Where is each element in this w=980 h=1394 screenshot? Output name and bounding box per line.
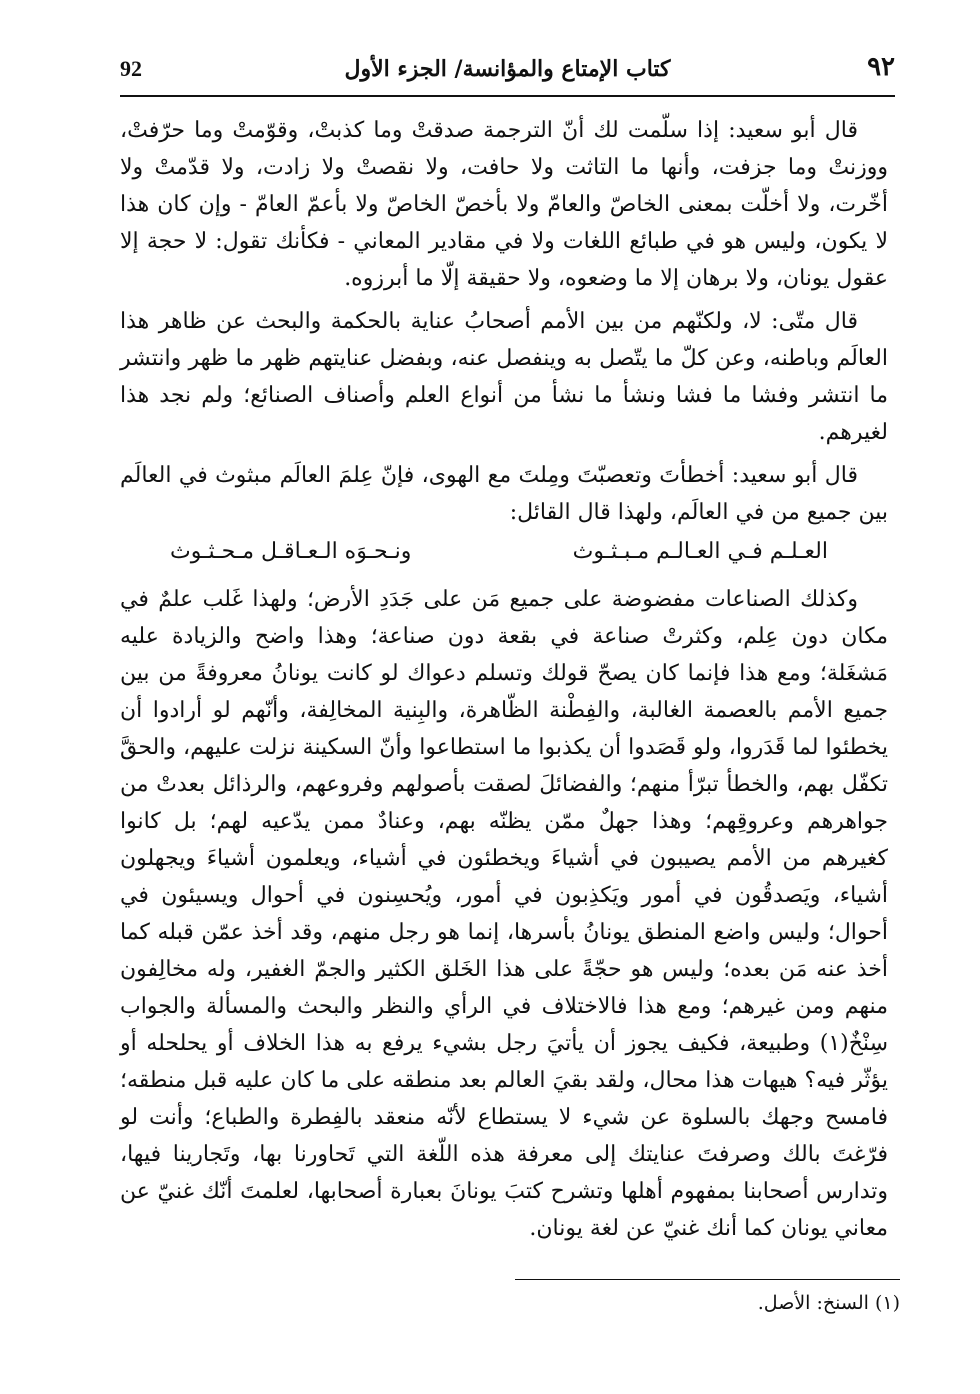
poetry-verse bbox=[120, 537, 888, 581]
page-number-arabic: ٩٢ bbox=[867, 52, 895, 82]
paragraph-abu-said-2: قال أبو سعيد: أخطأتَ وتعصبّتَ ومِلتَ مع الهوى، فإنّ عِلمَ العالَم مبثوث في العالَم بين جميع من في العالَم، ولهذا قال القائل: bbox=[120, 463, 888, 525]
paragraph-abu-said-1: قال أبو سعيد: إذا سلّمت لك أنّ الترجمة صدقتْ وما كذبتْ، وقوّمتْ وما حرّفتْ، ووزنتْ وما جزفت، وأنها ما التاثت ولا حافت، ولا نقصتْ ولا زادت، ولا قدّمتْ ولا أخّرت، ولا أخلّت بمعنى الخاصّ والعامّ ولا بأخصّ الخاصّ ولا بأعمّ العامّ - وإن كان هذا لا يكون، وليس هو في طبائع اللغات ولا في مقادير المعاني - فكأنك تقول: لا حجة إلا عقول يونان، ولا برهان إلا ما وضعوه، ولا حقيقة إلّا ما أبرزوه. bbox=[120, 118, 888, 291]
footnote-rule bbox=[515, 1279, 900, 1280]
page-number: 92 bbox=[120, 56, 142, 81]
verse-second-hemistich: ونـحـوَه الـعـاقـل مـحـثـوث bbox=[170, 539, 412, 564]
main-text bbox=[120, 112, 888, 1253]
paragraph-matta: قال متّى: لا، ولكنّهم من بين الأمم أصحابُ عناية بالحكمة والبحث عن ظاهر هذا العالَم وباطنه، وعن كلّ ما يتّصل به وينفصل عنه، وبفضل عنايتهم ظهر ما ظهر وانتشر ما انتشر وفشا ما فشا ونشأ ما نشأ من أنواع العلم وأصناف الصنائع؛ ولم نجد هذا لغيرهم. bbox=[120, 309, 888, 445]
page-header bbox=[120, 52, 895, 92]
header-rule bbox=[120, 95, 895, 97]
paragraph-main: وكذلك الصناعات مفضوضة على جميع مَن على جَدَدِ الأرض؛ ولهذا غَلب علمٌ في مكان دون عِلم، وكثرتْ صناعة في بقعة دون صناعة؛ وهذا واضح والزيادة عليه مَشغَلة؛ ومع هذا فإنما كان يصحّ قولك وتسلم دعواك لو كانت يونانُ معروفةً من بين جميع الأمم بالعصمة الغالبة، والفِطْنة الظّاهرة، والبِنية المخالِفة، وأنّهم لو أرادوا أن يخطئوا لما قَدَروا، ولو قَصَدوا أن يكذبوا ما استطاعوا وأنّ السكينة نزلت عليهم، والحقَّ تكفّل بهم، والخطأ تبرّأ منهم؛ والفضائلَ لصقت بأصولهم وفروعهم، والرذائل بعدتْ من جواهرهم وعروقِهم؛ وهذا جهلٌ ممّن يظنّه بهم، وعنادٌ ممن يدّعيه لهم؛ بل كانوا كغيرهم من الأمم يصيبون في أشياءَ ويخطئون في أشياء، ويعلمون أشياءَ ويجهلون أشياء، ويَصدقُون في أمور ويَكذِبون في أمور، ويُحسِنون في أحوال ويسيئون في أحوال؛ وليس واضع المنطق يونانُ بأسرها، إنما هو رجل منهم، وقد أخذ عمّن قبله كما أخذ عنه مَن بعده؛ وليس هو حجّةً على هذا الخَلق الكثير والجمّ الغفير، وله مخالِفون منهم ومن غيرهم؛ ومع هذا فالاختلاف في الرأي والنظر والبحث والمسألة والجواب سِنْخٌ(١) وطبيعة، فكيف يجوز أن يأتيَ رجل بشيء يرفع به هذا الخلاف أو يحلحله أو يؤثّر فيه؟ هيهات هذا محال، ولقد بقيَ العالم بعد منطقه على ما كان عليه قبل منطقه؛ فامسح وجهك بالسلوة عن شيء لا يستطاع لأنّه منعقد بالفِطرة والطباع؛ وأنت لو فرّغتَ بالك وصرفتَ عنايتك إلى معرفة هذه اللّغة التي تَحاورنا بها، وتَجارينا فيها، وتدارس أصحابنا بمفهوم أهلها وتشرح كتبَ يونانَ بعبارة أصحابها، لعلمتَ أنّك غنيّ عن معاني يونان كما أنك غنيّ عن لغة يونان. bbox=[120, 587, 888, 1241]
verse-first-hemistich: العـلـم فـي العـالـم مـبـثـوث bbox=[572, 539, 828, 564]
footnote: (١) السنخ: الأصل. bbox=[757, 1292, 900, 1314]
running-title: كتاب الإمتاع والمؤانسة/ الجزء الأول bbox=[344, 56, 671, 82]
